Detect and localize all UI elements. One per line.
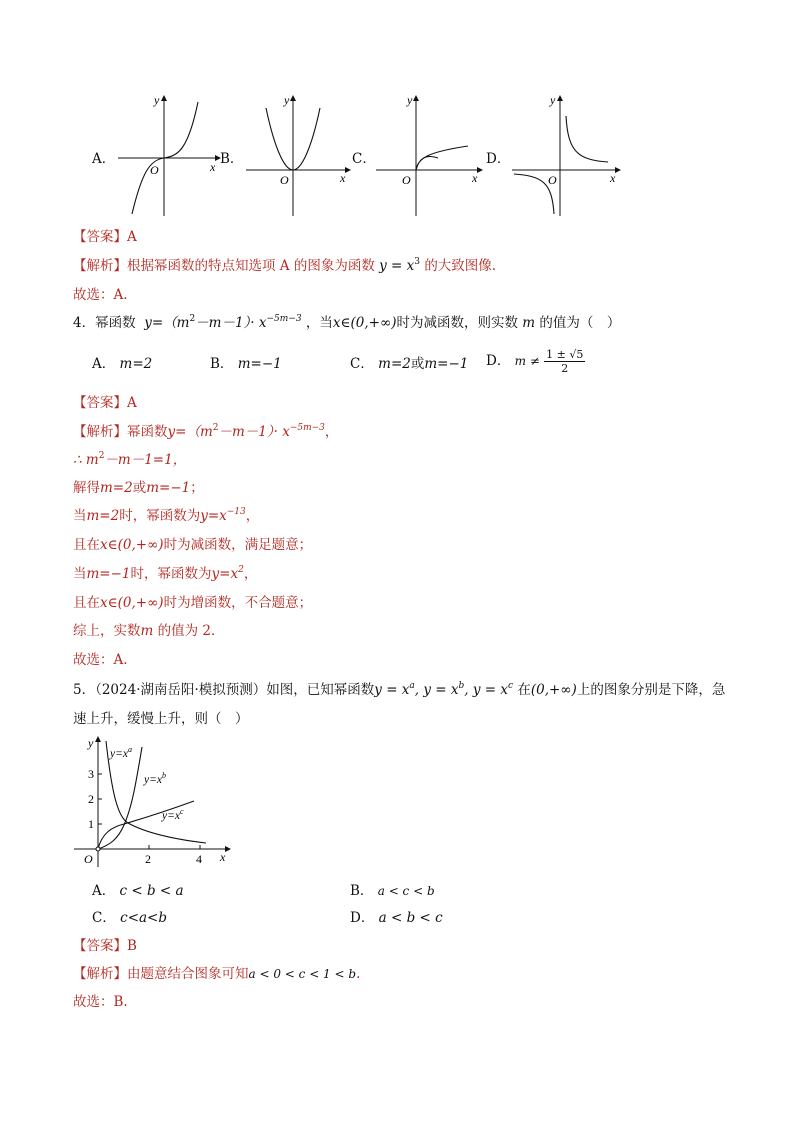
q3-choose: 故选：A. (73, 287, 128, 303)
q3-answer: 【答案】A (73, 229, 137, 245)
q5-option-b: B． a < c < b (350, 883, 435, 899)
q4-option-b: B． m=−1 (210, 356, 282, 372)
y-axis-label: y (550, 94, 556, 107)
origin-label: O (402, 173, 411, 187)
q4-answer: 【答案】A (73, 395, 137, 411)
x-axis-label: x (210, 160, 216, 174)
q4-analysis-5: 且在x∈(0,+∞)时为减函数，满足题意； (73, 537, 313, 553)
q3-analysis: 【解析】根据幂函数的特点知选项 A 的图象为函数 $y = x^3$ 的大致图像. (73, 257, 497, 274)
origin-label: O (150, 163, 159, 177)
origin-label: O (548, 173, 557, 187)
q5-graph (72, 733, 234, 869)
q4-analysis-3: 解得m=2或m=−1； (73, 480, 204, 496)
q5-y-tick-3: 3 (88, 767, 94, 781)
q5-analysis: 【解析】由题意结合图象可知a < 0 < c < 1 < b. (73, 966, 361, 982)
q5-y-tick-2: 2 (88, 792, 94, 806)
x-axis-label: x (340, 171, 346, 185)
x-axis-label: x (610, 171, 616, 185)
q4-stem: 4．幂函数 $y=(m^2-m-1)\cdot x^{-5m-3}$ ，当x∈(0,+∞)时为减函数，则实数 m 的值为（ ） (73, 314, 621, 331)
q4-analysis-8: 综上，实数m 的值为 2． (73, 623, 225, 639)
q5-option-c: C． c<a<b (92, 910, 168, 926)
q4-option-a: A． m=2 (92, 356, 153, 372)
q4-analysis-1: 【解析】幂函数$y=(m^2-m-1)\cdot x^{-5m-3}$， (73, 423, 339, 440)
graph-option-b (240, 94, 352, 218)
q5-label-a: $y=x^a$ (110, 745, 132, 760)
q5-y-tick-1: 1 (88, 817, 94, 831)
q5-stem: 5．（2024·湖南岳阳·模拟预测）如图，已知幂函数$y = x^a$, $y = x^b$, $y = x^c$ 在(0,+∞)上的图象分别是下降，急 (73, 681, 726, 698)
q5-y-axis-label: y (88, 736, 94, 750)
option-a-label: A． (92, 151, 116, 167)
q5-choose: 故选：B. (73, 994, 128, 1010)
origin-label: O (280, 173, 289, 187)
x-axis-label: x (472, 171, 478, 185)
q4-option-d: D． m ≠ $\frac{1 \pm √5}{2}$ (486, 348, 584, 375)
y-axis-label: y (284, 94, 290, 107)
q5-answer: 【答案】B (73, 938, 137, 954)
graph-option-a (112, 94, 222, 218)
graph-option-d (508, 94, 624, 218)
q5-label-b: $y=x^b$ (144, 771, 166, 786)
q5-option-d: D． a < b < c (350, 910, 443, 926)
q5-label-c: $y=x^c$ (162, 807, 184, 822)
q4-analysis-7: 且在x∈(0,+∞)时为增函数，不合题意； (73, 595, 313, 611)
option-c-label: C． (352, 151, 376, 167)
q5-x-axis-label: x (220, 850, 226, 864)
q4-analysis-6: 当m=−1时，幂函数为$y=x^2$， (73, 565, 258, 582)
q4-choose: 故选：A. (73, 652, 128, 668)
q5-origin-label: O (84, 852, 93, 866)
y-axis-label: y (407, 94, 413, 107)
q5-x-tick-2: 2 (145, 852, 151, 866)
graph-option-c (372, 94, 484, 218)
option-b-label: B． (220, 151, 244, 167)
q5-stem-line2: 速上升，缓慢上升，则（ ） (73, 711, 249, 727)
q5-x-tick-4: 4 (196, 852, 202, 866)
option-d-label: D． (486, 151, 511, 167)
q4-analysis-4: 当m=2时，幂函数为$y=x^{-13}$， (73, 507, 260, 524)
q4-option-c: C． m=2或m=−1 (350, 356, 469, 372)
q5-option-a: A． c < b < a (92, 883, 184, 899)
q4-analysis-2: ∴ $m^2-m-1=1$， (73, 451, 187, 468)
y-axis-label: y (154, 94, 160, 107)
